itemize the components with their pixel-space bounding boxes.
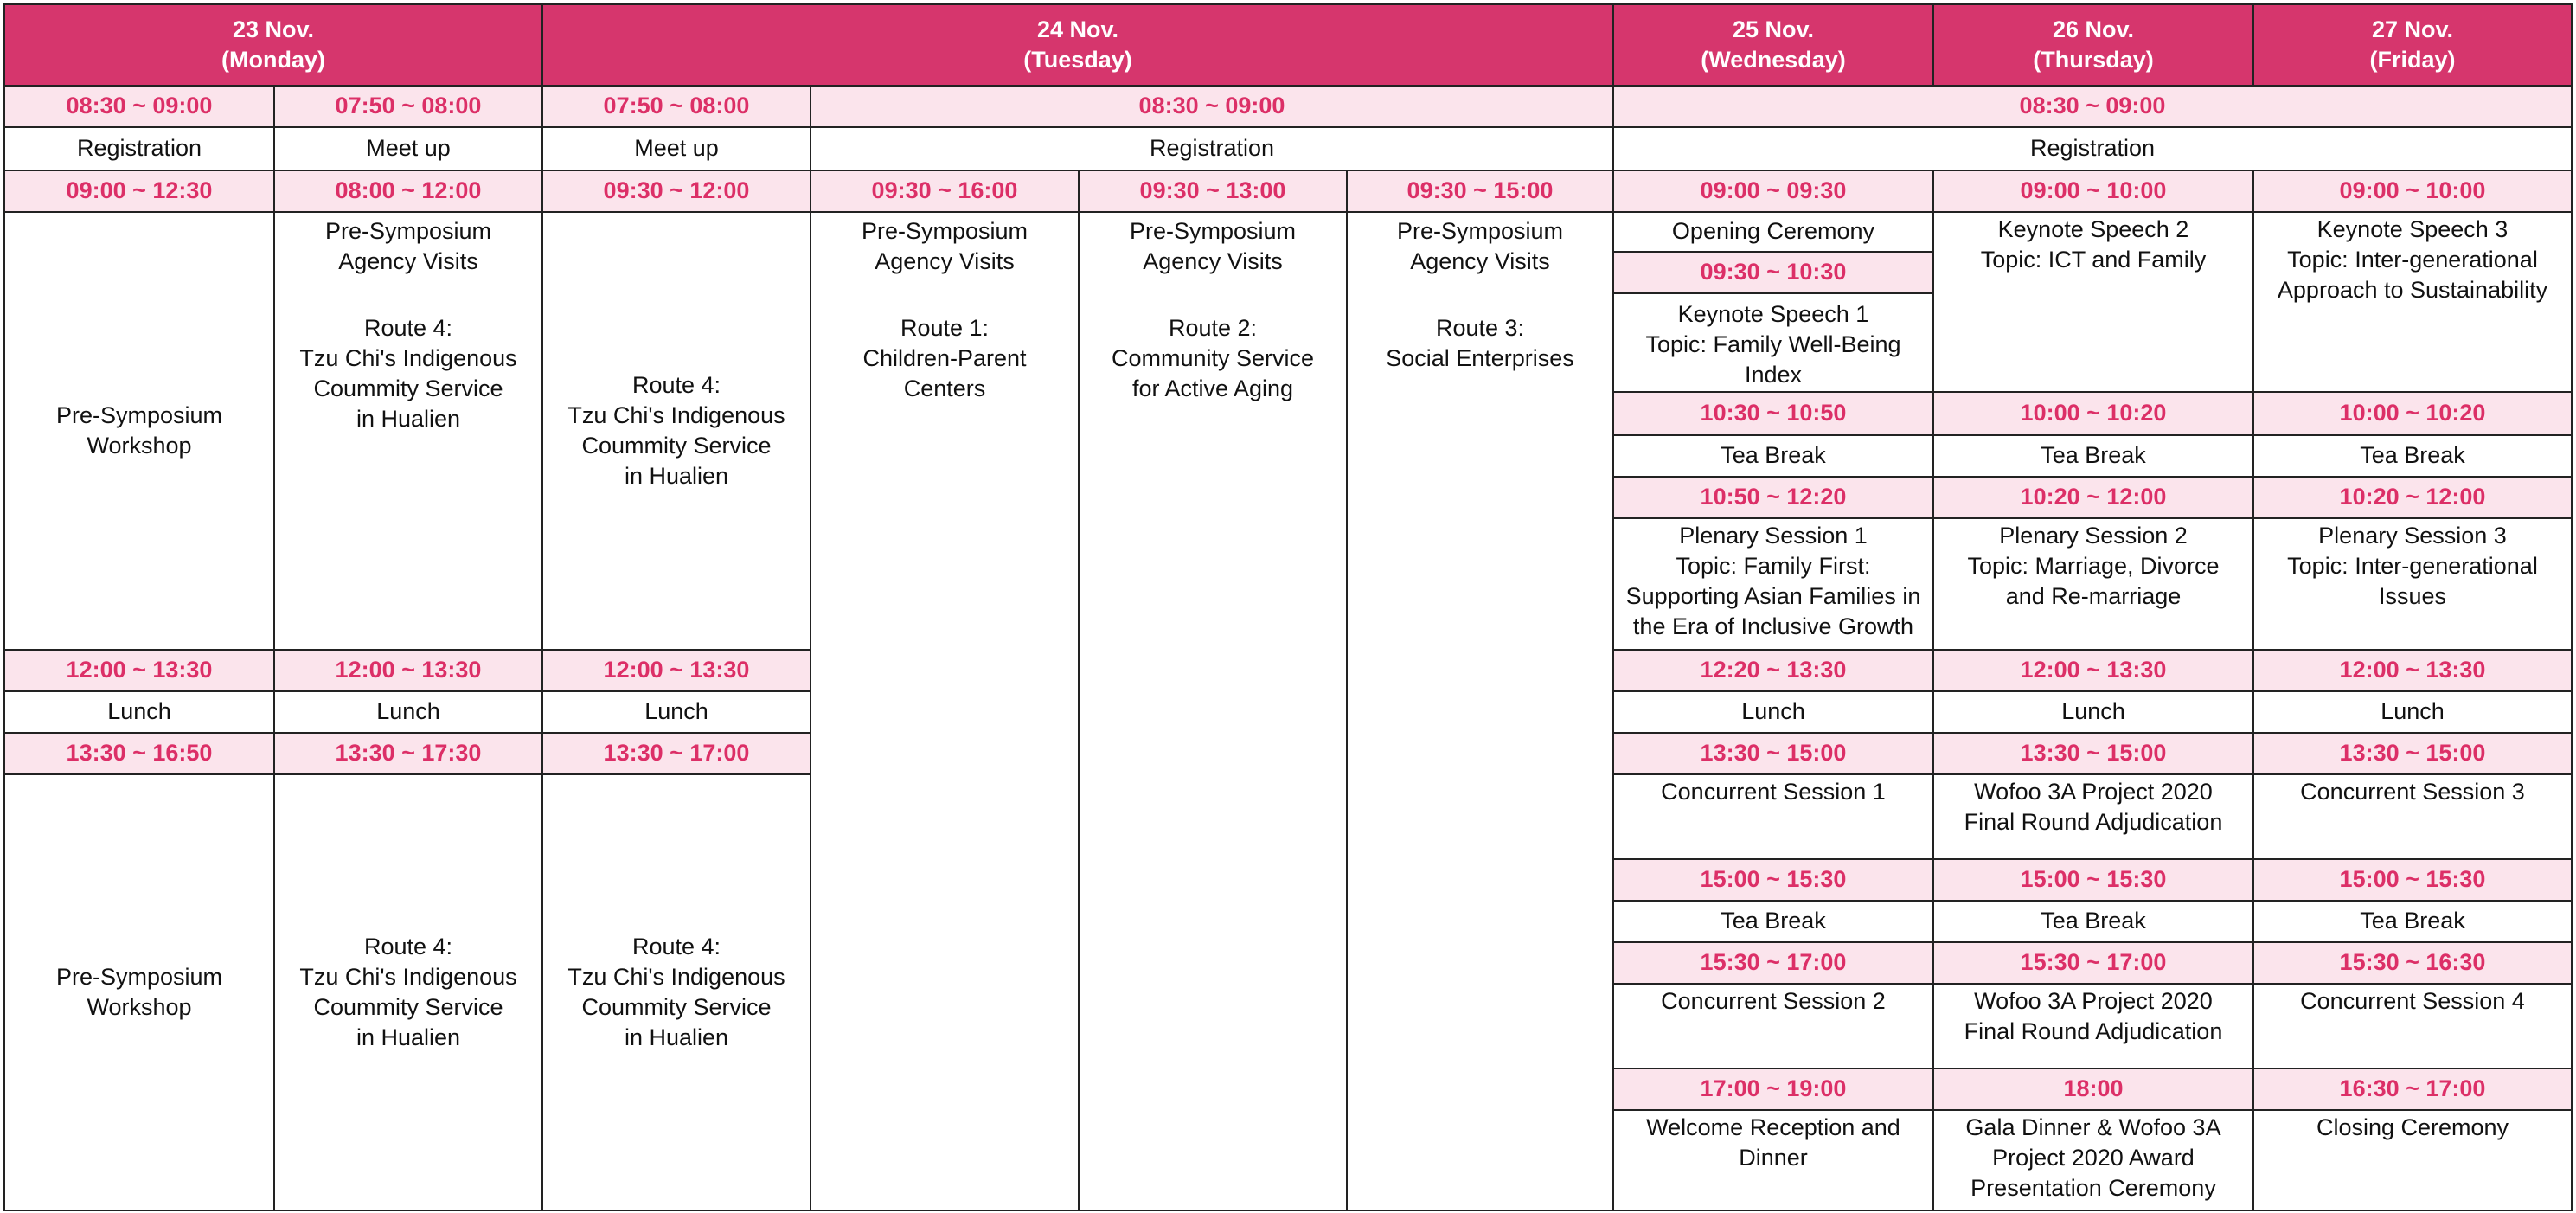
header-date: 25 Nov. (1732, 16, 1815, 42)
event-route-name: Route 2: Community Service for Active Aging (1111, 315, 1315, 402)
time-slot: 12:20 ~ 13:30 (1612, 649, 1934, 692)
event-route2-visit (1078, 211, 1348, 1211)
time-slot: 08:30 ~ 09:00 (3, 85, 275, 128)
event-registration: Registration (810, 126, 1614, 171)
time-slot: 08:00 ~ 12:00 (273, 170, 543, 213)
time-slot: 10:30 ~ 10:50 (1612, 391, 1934, 436)
event-adjudication: Wofoo 3A Project 2020 Final Round Adjudication (1932, 773, 2254, 860)
day-header-thursday (1932, 3, 2254, 87)
event-agency-visits: Pre-Symposium Agency Visits (861, 218, 1028, 275)
day-header-wednesday (1612, 3, 1934, 87)
time-slot: 08:30 ~ 09:00 (810, 85, 1614, 128)
event-keynote-1: Keynote Speech 1 Topic: Family Well-Being Index (1612, 292, 1934, 393)
event-lunch: Lunch (273, 690, 543, 734)
event-lunch: Lunch (1932, 690, 2254, 734)
event-plenary-2: Plenary Session 2 Topic: Marriage, Divorce and Re-marriage (1932, 517, 2254, 651)
time-slot: 07:50 ~ 08:00 (273, 85, 543, 128)
event-adjudication: Wofoo 3A Project 2020 Final Round Adjudication (1932, 983, 2254, 1069)
header-day: (Friday) (2369, 47, 2456, 73)
event-route4-visit: Route 4: Tzu Chi's Indigenous Coummity Service in Hualien (273, 773, 543, 1211)
time-slot: 09:00 ~ 10:00 (2252, 170, 2573, 213)
event-route-name: Route 1: Children-Parent Centers (862, 315, 1027, 402)
event-concurrent-2: Concurrent Session 2 (1612, 983, 1934, 1069)
time-slot: 12:00 ~ 13:30 (1932, 649, 2254, 692)
time-slot: 10:20 ~ 12:00 (1932, 476, 2254, 519)
time-slot: 10:50 ~ 12:20 (1612, 476, 1934, 519)
event-opening-ceremony: Opening Ceremony (1612, 211, 1934, 253)
time-slot: 13:30 ~ 17:30 (273, 732, 543, 775)
event-route3-visit (1346, 211, 1614, 1211)
time-slot: 15:00 ~ 15:30 (1612, 858, 1934, 902)
time-slot: 10:00 ~ 10:20 (1932, 391, 2254, 436)
time-slot: 09:00 ~ 12:30 (3, 170, 275, 213)
time-slot: 15:00 ~ 15:30 (2252, 858, 2573, 902)
event-tea-break: Tea Break (1612, 434, 1934, 478)
header-day: (Wednesday) (1701, 47, 1846, 73)
time-slot: 13:30 ~ 15:00 (2252, 732, 2573, 775)
event-workshop: Pre-Symposium Workshop (3, 211, 275, 651)
event-welcome-dinner: Welcome Reception and Dinner (1612, 1109, 1934, 1211)
event-tea-break: Tea Break (2252, 434, 2573, 478)
event-tea-break: Tea Break (2252, 900, 2573, 943)
header-date: 23 Nov. (232, 16, 315, 42)
event-route-name: Route 3: Social Enterprises (1386, 315, 1574, 372)
time-slot: 12:00 ~ 13:30 (273, 649, 543, 692)
header-date: 24 Nov. (1036, 16, 1119, 42)
time-slot: 09:30 ~ 16:00 (810, 170, 1080, 213)
time-slot: 09:30 ~ 15:00 (1346, 170, 1614, 213)
event-registration: Registration (3, 126, 275, 171)
header-day: (Thursday) (2033, 47, 2154, 73)
event-route1-visit (810, 211, 1080, 1211)
event-tea-break: Tea Break (1932, 900, 2254, 943)
time-slot: 07:50 ~ 08:00 (541, 85, 811, 128)
day-header-tuesday (541, 3, 1614, 87)
time-slot: 13:30 ~ 17:00 (541, 732, 811, 775)
time-slot: 09:30 ~ 12:00 (541, 170, 811, 213)
time-slot: 12:00 ~ 13:30 (2252, 649, 2573, 692)
event-keynote-2: Keynote Speech 2 Topic: ICT and Family (1932, 211, 2254, 393)
event-plenary-3: Plenary Session 3 Topic: Inter-generational Issues (2252, 517, 2573, 651)
time-slot: 17:00 ~ 19:00 (1612, 1068, 1934, 1111)
event-agency-visits: Pre-Symposium Agency Visits (1396, 218, 1564, 275)
event-meet-up: Meet up (273, 126, 543, 171)
header-date: 27 Nov. (2371, 16, 2454, 42)
event-lunch: Lunch (2252, 690, 2573, 734)
event-route-name: Route 4: Tzu Chi's Indigenous Coummity Service in Hualien (299, 315, 517, 433)
event-agency-visits: Pre-Symposium Agency Visits (324, 218, 492, 275)
event-workshop: Pre-Symposium Workshop (3, 773, 275, 1211)
time-slot: 09:00 ~ 10:00 (1932, 170, 2254, 213)
event-lunch: Lunch (3, 690, 275, 734)
event-registration: Registration (1612, 126, 2573, 171)
time-slot: 08:30 ~ 09:00 (1612, 85, 2573, 128)
event-route4-visit (273, 211, 543, 651)
event-plenary-1: Plenary Session 1 Topic: Family First: Supporting Asian Families in the Era of Inclusive Growth (1612, 517, 1934, 651)
time-slot: 09:30 ~ 13:00 (1078, 170, 1348, 213)
time-slot: 10:20 ~ 12:00 (2252, 476, 2573, 519)
time-slot: 15:30 ~ 17:00 (1932, 941, 2254, 985)
event-lunch: Lunch (541, 690, 811, 734)
time-slot: 10:00 ~ 10:20 (2252, 391, 2573, 436)
time-slot: 15:30 ~ 17:00 (1612, 941, 1934, 985)
time-slot: 12:00 ~ 13:30 (541, 649, 811, 692)
time-slot: 18:00 (1932, 1068, 2254, 1111)
header-day: (Tuesday) (1023, 47, 1132, 73)
day-header-monday (3, 3, 543, 87)
header-day: (Monday) (221, 47, 325, 73)
time-slot: 16:30 ~ 17:00 (2252, 1068, 2573, 1111)
event-meet-up: Meet up (541, 126, 811, 171)
event-concurrent-3: Concurrent Session 3 (2252, 773, 2573, 860)
event-concurrent-4: Concurrent Session 4 (2252, 983, 2573, 1069)
header-date: 26 Nov. (2052, 16, 2135, 42)
event-keynote-3: Keynote Speech 3 Topic: Inter-generational Approach to Sustainability (2252, 211, 2573, 393)
event-route4-visit: Route 4: Tzu Chi's Indigenous Coummity Service in Hualien (541, 773, 811, 1211)
event-agency-visits: Pre-Symposium Agency Visits (1129, 218, 1297, 275)
time-slot: 12:00 ~ 13:30 (3, 649, 275, 692)
event-tea-break: Tea Break (1932, 434, 2254, 478)
event-closing-ceremony: Closing Ceremony (2252, 1109, 2573, 1211)
event-route4-visit: Route 4: Tzu Chi's Indigenous Coummity Service in Hualien (541, 211, 811, 651)
time-slot: 09:30 ~ 10:30 (1612, 251, 1934, 294)
event-lunch: Lunch (1612, 690, 1934, 734)
time-slot: 13:30 ~ 15:00 (1932, 732, 2254, 775)
event-gala-dinner: Gala Dinner & Wofoo 3A Project 2020 Award Presentation Ceremony (1932, 1109, 2254, 1211)
day-header-friday (2252, 3, 2573, 87)
time-slot: 09:00 ~ 09:30 (1612, 170, 1934, 213)
time-slot: 13:30 ~ 15:00 (1612, 732, 1934, 775)
time-slot: 15:30 ~ 16:30 (2252, 941, 2573, 985)
event-tea-break: Tea Break (1612, 900, 1934, 943)
event-concurrent-1: Concurrent Session 1 (1612, 773, 1934, 860)
time-slot: 13:30 ~ 16:50 (3, 732, 275, 775)
time-slot: 15:00 ~ 15:30 (1932, 858, 2254, 902)
